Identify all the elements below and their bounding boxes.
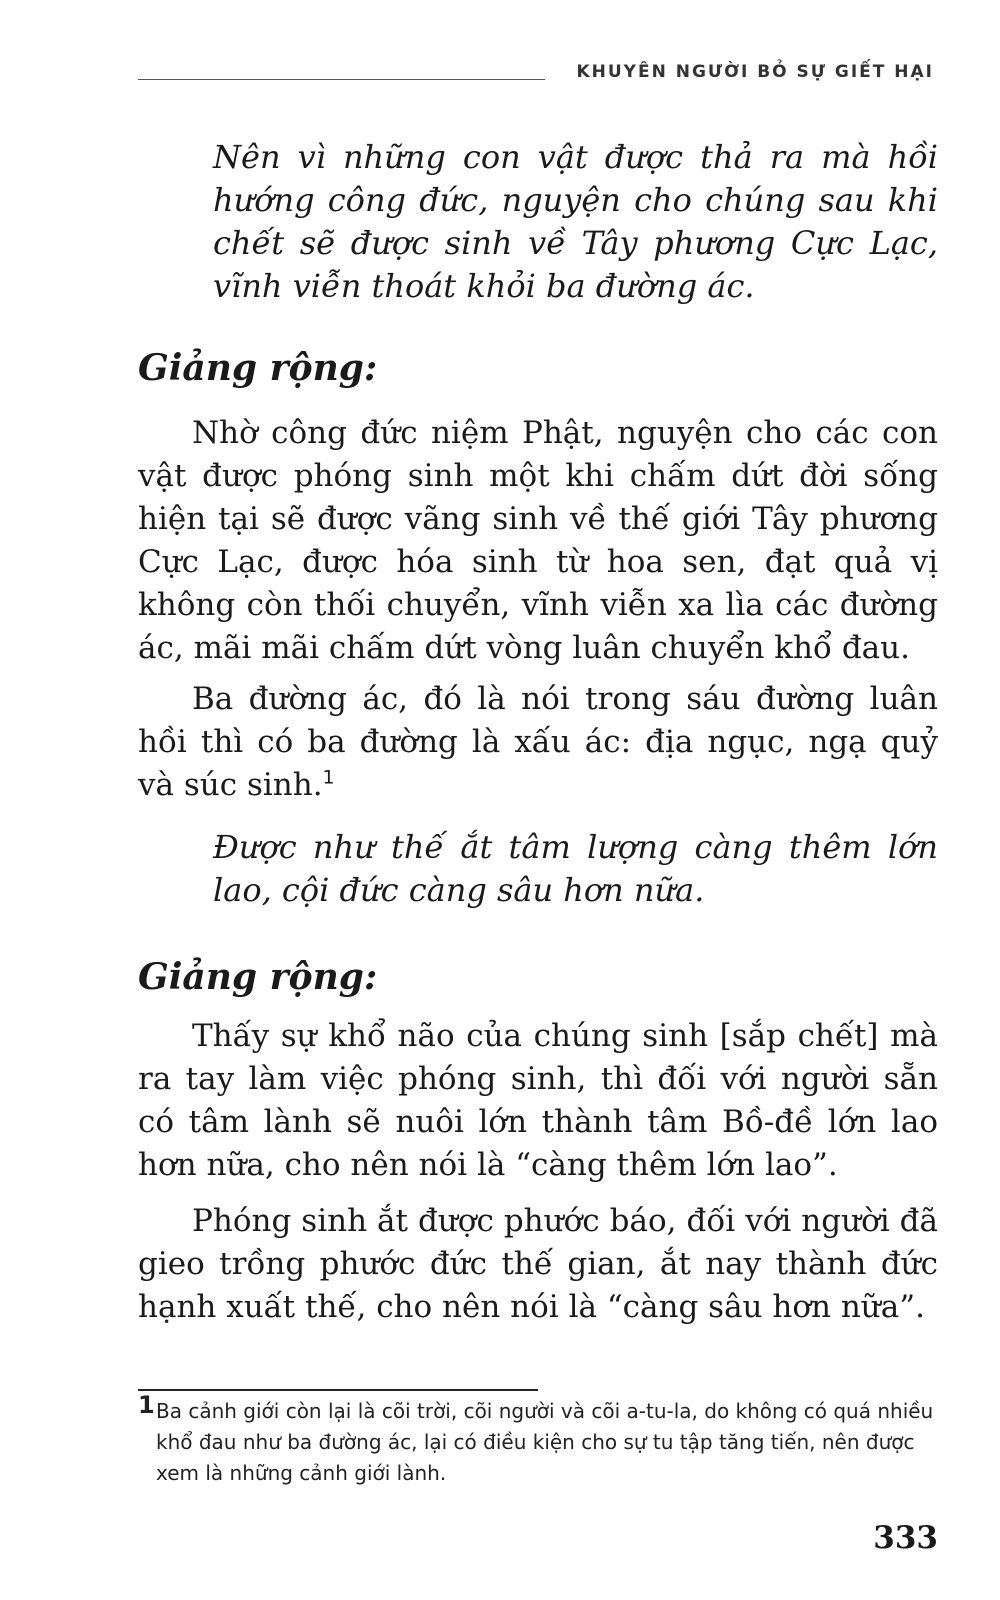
running-title: KHUYÊN NGƯỜI BỎ SỰ GIẾT HẠI	[576, 62, 934, 82]
paragraph-1: Nhờ công đức niệm Phật, nguyện cho các con vật được phóng sinh một khi chấm dứt đời sống hiện tại sẽ được vãng sinh về thế giới Tây phương Cực Lạc, được hóa sinh từ hoa sen, đạt quả vị không còn thối chuyển, vĩnh viễn xa lìa các đường ác, mãi mãi chấm dứt vòng luân chuyển khổ đau.	[138, 415, 938, 666]
paragraph-4: Phóng sinh ắt được phước báo, đối với người đã gieo trồng phước đức thế gian, ắt nay thành đức hạnh xuất thế, cho nên nói là “càng sâu hơn nữa”.	[138, 1203, 938, 1325]
paragraph-2	[138, 678, 938, 807]
verse-1: Nên vì những con vật được thả ra mà hồi hướng công đức, nguyện cho chúng sau khi chết sẽ được sinh về Tây phương Cực Lạc, vĩnh viễn thoát khỏi ba đường ác.	[213, 138, 938, 305]
verse-2: Được như thế ắt tâm lượng càng thêm lớn lao, cội đức càng sâu hơn nữa.	[213, 828, 938, 909]
footnote-number: 1	[138, 1391, 155, 1419]
running-header	[138, 62, 938, 86]
footnote-text: Ba cảnh giới còn lại là cõi trời, cõi người và cõi a-tu-la, do không có quá nhiều khổ đau như ba đường ác, lại có điều kiện cho sự tu tập tăng tiến, nên được xem là những cảnh giới lành.	[156, 1399, 934, 1485]
section-heading-1: Giảng rộng:	[138, 347, 378, 389]
header-rule	[138, 79, 545, 80]
section-heading-2: Giảng rộng:	[138, 956, 378, 998]
page-number: 333	[873, 1520, 938, 1556]
paragraph-3: Thấy sự khổ não của chúng sinh [sắp chết] mà ra tay làm việc phóng sinh, thì đối với người sẵn có tâm lành sẽ nuôi lớn thành tâm Bồ-đề lớn lao hơn nữa, cho nên nói là “càng thêm lớn lao”.	[138, 1018, 938, 1183]
paragraph-2-text: Ba đường ác, đó là nói trong sáu đường luân hồi thì có ba đường là xấu ác: địa ngục, ngạ quỷ và súc sinh.	[138, 681, 938, 803]
footnote-rule	[138, 1389, 538, 1391]
footnote	[138, 1391, 938, 1489]
footnote-reference: 1	[322, 766, 335, 789]
